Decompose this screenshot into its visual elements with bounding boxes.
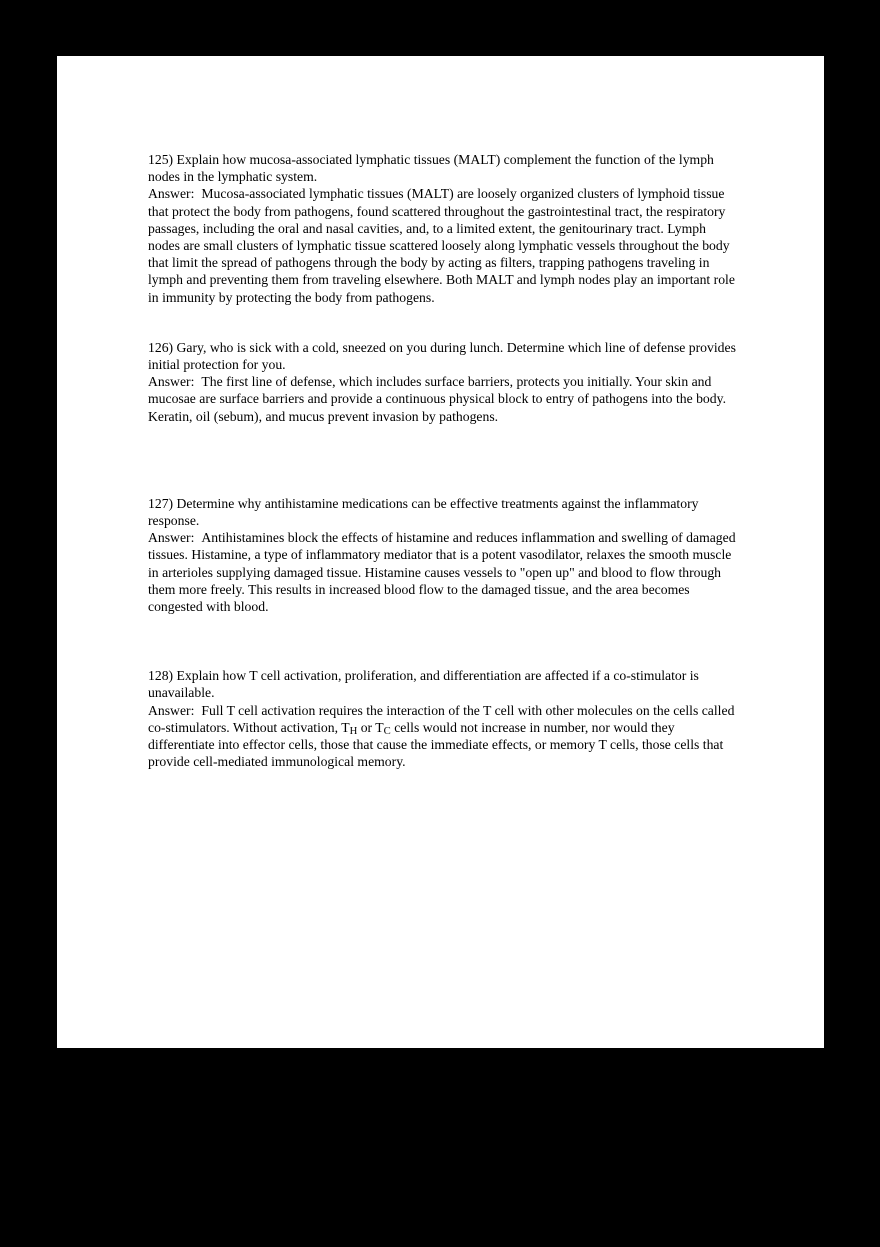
answer-label: Answer: [148, 702, 195, 718]
answer-label: Answer: [148, 186, 195, 202]
answer-label: Answer: [148, 530, 195, 546]
answer-body: The first line of defense, which includes surface barriers, protects you initially. Your skin and mucosae are surface barriers and provide a continuous physical block to entry of pathogens into the body. Keratin, oil (sebum), and mucus prevent invasion by pathogens. [148, 374, 726, 424]
answer-text [148, 702, 736, 771]
document-page [57, 56, 824, 1048]
question-body: Gary, who is sick with a cold, sneezed on you during lunch. Determine which line of defense provides initial protection for you. [148, 339, 736, 373]
answer-body: Antihistamines block the effects of histamine and reduces inflammation and swelling of damaged tissues. Histamine, a type of inflammatory mediator that is a potent vasodilator, relaxes the smooth muscle in arterioles supplying damaged tissue. Histamine causes vessels to "open up" and blood to flow through them more freely. This results in increased blood flow to the damaged tissue, and the area becomes congested with blood. [148, 530, 736, 615]
question-text [148, 151, 736, 185]
question-body: Determine why antihistamine medications can be effective treatments against the inflammatory response. [148, 495, 699, 529]
question-text [148, 339, 736, 373]
answer-text [148, 185, 736, 305]
question-number: 127) [148, 495, 174, 511]
answer-text [148, 373, 736, 425]
answer-label: Answer: [148, 374, 195, 390]
question-body: Explain how mucosa-associated lymphatic tissues (MALT) complement the function of the lymph nodes in the lymphatic system. [148, 152, 714, 185]
subscript-text: H [349, 724, 358, 737]
question-text [148, 495, 736, 529]
question-number: 126) [148, 339, 174, 355]
answer-body: Full T cell activation requires the interaction of the T cell with other molecules on the cells called co-stimulators. Without activation, $T_H$ or $T_C$ cells would not increase in number, nor would they differentiate into effector cells, those that cause the immediate effects, or memory T cells, those cells that provide cell-mediated immunological memory. [148, 702, 735, 770]
document-content [148, 151, 736, 770]
question-block-126 [148, 339, 736, 425]
question-number: 128) [148, 668, 174, 684]
subscript-text: C [383, 724, 391, 737]
question-body: Explain how T cell activation, proliferation, and differentiation are affected if a co-stimulator is unavailable. [148, 668, 699, 701]
answer-body: Mucosa-associated lymphatic tissues (MALT) are loosely organized clusters of lymphoid tissue that protect the body from pathogens, found scattered throughout the gastrointestinal tract, the respiratory passages, including the oral and nasal cavities, and, to a limited extent, the genitourinary tract. Lymph nodes are small clusters of lymphatic tissue scattered loosely along lymphatic vessels throughout the body that limit the spread of pathogens through the body by acting as filters, trapping pathogens traveling in lymph and preventing them from traveling elsewhere. Both MALT and lymph nodes play an important role in immunity by protecting the body from pathogens. [148, 186, 735, 305]
question-block-127 [148, 495, 736, 615]
question-block-125 [148, 151, 736, 306]
answer-text [148, 529, 736, 615]
question-number: 125) [148, 152, 174, 167]
question-block-128 [148, 667, 736, 770]
question-text [148, 667, 736, 701]
